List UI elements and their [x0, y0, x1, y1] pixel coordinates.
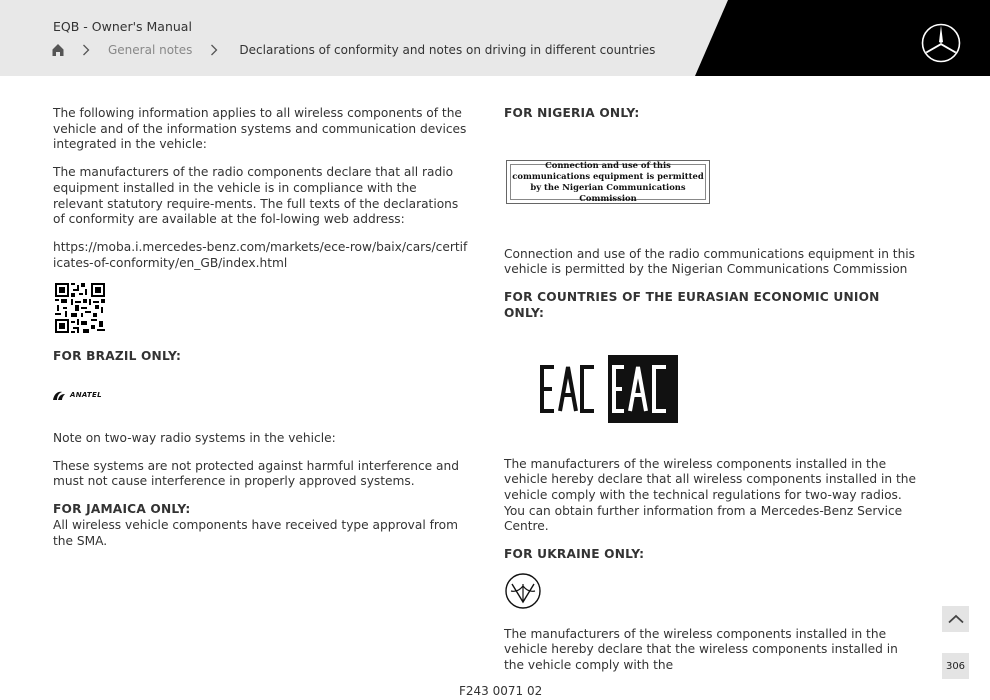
home-icon[interactable]	[52, 43, 64, 57]
mercedes-star-logo[interactable]	[921, 23, 961, 63]
chevron-right-icon	[82, 44, 90, 56]
conformity-paragraph: The manufacturers of the radio components declare that all radio equipment installed in the vehicle is in compliance with the relevant statutory require-ments. The full texts of the declarations of conformity are available at the fol-lowing web address:	[53, 165, 459, 227]
left-column	[53, 106, 468, 561]
eac-mark-icon	[538, 355, 678, 423]
ukraine-paragraph: The manufacturers of the wireless components installed in the vehicle hereby declare that the wireless components installed in the vehicle comply with the	[504, 626, 898, 673]
chevron-right-icon	[210, 44, 218, 56]
app-title: EQB - Owner's Manual	[53, 19, 192, 34]
image-reference-code: F243 0071 02	[459, 684, 543, 698]
chevron-up-icon	[948, 614, 964, 624]
eaeu-paragraph: The manufacturers of the wireless components installed in the vehicle hereby declare that all wireless components installed in the vehicle comply with the technical regulations for two-way radios. You can obtain further information from a Mercedes-Benz Service Centre.	[504, 456, 917, 534]
breadcrumb-current-page: Declarations of conformity and notes on driving in different countries	[239, 43, 656, 57]
anatel-mark-icon	[53, 391, 67, 401]
brazil-note: Note on two-way radio systems in the vehicle:	[53, 431, 336, 446]
nigeria-heading: FOR NIGERIA ONLY:	[504, 106, 640, 120]
nigeria-label-text: Connection and use of this communications equipment is permitted by the Nigerian Communications Commission	[510, 164, 706, 200]
scroll-to-top-button[interactable]	[942, 606, 969, 632]
ukraine-heading: FOR UKRAINE ONLY:	[504, 547, 645, 562]
right-column	[504, 106, 919, 686]
anatel-label: ANATEL	[70, 391, 102, 400]
page-number: 306	[945, 660, 966, 672]
eaeu-heading: FOR COUNTRIES OF THE EURASIAN ECONOMIC UNION ONLY:	[504, 290, 880, 320]
jamaica-paragraph: All wireless vehicle components have received type approval from the SMA.	[53, 517, 458, 548]
brazil-heading: FOR BRAZIL ONLY:	[53, 349, 182, 364]
intro-paragraph: The following information applies to all wireless components of the vehicle and of the information systems and communication devices integrated in the vehicle:	[53, 106, 467, 152]
header-bar	[0, 0, 990, 76]
page-number-badge[interactable]	[942, 653, 969, 679]
ukraine-conformity-mark-icon	[505, 572, 541, 610]
breadcrumb	[52, 41, 655, 59]
jamaica-heading: FOR JAMAICA ONLY:	[53, 502, 191, 517]
nigeria-paragraph: Connection and use of the radio communications equipment in this vehicle is permitted by the Nigerian Communications Commission	[504, 246, 916, 277]
nigeria-approval-label	[506, 160, 710, 204]
breadcrumb-general-notes[interactable]: General notes	[108, 43, 193, 57]
qr-code-icon	[55, 283, 105, 333]
brazil-warning: These systems are not protected against harmful interference and must not cause interference in properly approved systems.	[53, 458, 459, 489]
anatel-logo	[53, 389, 468, 403]
conformity-url[interactable]: https://moba.i.mercedes-benz.com/markets/ece-row/baix/cars/certificates-of-conformity/en_GB/index.html	[53, 239, 468, 270]
